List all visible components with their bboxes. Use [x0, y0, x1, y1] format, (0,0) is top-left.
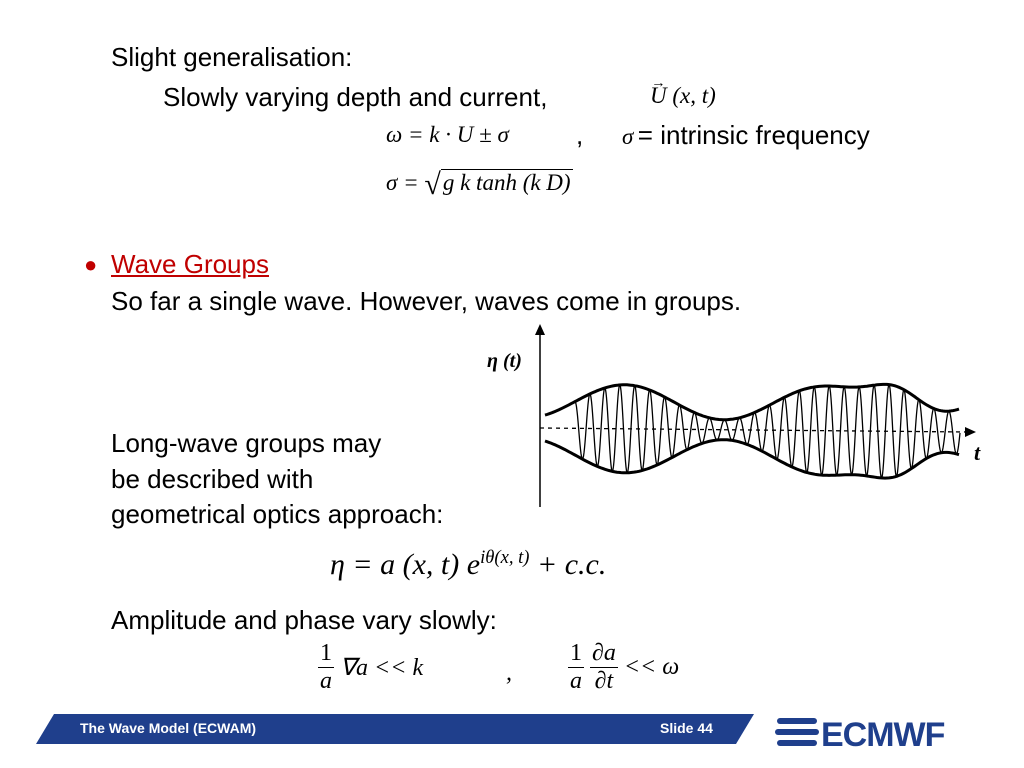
sigma-formula: [386, 168, 573, 202]
wave-group-figure: [530, 322, 980, 522]
section-title-link[interactable]: Wave Groups: [111, 249, 269, 279]
sqrt-sign: √: [424, 168, 441, 201]
ecmwf-logo-icon: [775, 718, 819, 746]
amplitude-eq-1: [318, 640, 423, 695]
section-subtitle: So far a single wave. However, waves come in groups.: [111, 286, 742, 316]
sigma-lhs: σ =: [386, 170, 419, 195]
current-args: (x, t): [672, 83, 716, 108]
eta-equation-tail: + c.c.: [536, 548, 607, 581]
section-bullet: ●: [84, 252, 98, 277]
amplitude-eq-comma: ,: [506, 660, 512, 686]
description-line-2: be described with: [111, 464, 314, 494]
current-symbol: → U: [650, 83, 667, 109]
intro-heading: Slight generalisation:: [111, 42, 353, 72]
eq1-fraction: [318, 640, 334, 695]
eq2-denominator-1: a: [570, 668, 582, 694]
ecmwf-logo-text: ECMWF: [821, 716, 945, 754]
eq1-numerator: 1: [320, 640, 332, 666]
eq2-numerator-1: 1: [570, 640, 582, 666]
dispersion-relation: ω = k · U ± σ: [386, 122, 509, 147]
sigma-definition: [622, 120, 870, 150]
eq2-fraction-2: [590, 640, 618, 695]
dispersion-comma: ,: [576, 120, 584, 150]
eta-exponent: iθ(x, t): [480, 547, 530, 568]
description-line-1: Long-wave groups may: [111, 428, 382, 458]
amplitude-eq-2: [568, 640, 679, 695]
eq2-numerator-2: ∂a: [592, 640, 616, 666]
sigma-symbol: σ: [622, 124, 634, 149]
footer-slide-number: Slide 44: [660, 720, 713, 736]
eq2-rest: << ω: [623, 654, 680, 680]
eta-equation-lhs: η = a (x, t) e: [330, 548, 481, 581]
sigma-rhs: g k tanh (k D): [442, 170, 571, 195]
figure-x-label: t: [974, 440, 981, 465]
footer-title: The Wave Model (ECWAM): [80, 720, 257, 736]
ecmwf-logo: [775, 710, 965, 754]
eq1-rest: ∇a << k: [340, 655, 424, 681]
current-formula: [650, 83, 716, 109]
sigma-definition-text: = intrinsic frequency: [637, 120, 870, 150]
description-line-3: geometrical optics approach:: [111, 499, 444, 529]
intro-subheading: Slowly varying depth and current,: [163, 82, 548, 112]
time-axis: [540, 428, 968, 432]
amplitude-text: Amplitude and phase vary slowly:: [111, 605, 497, 635]
eq2-fraction-1: [568, 640, 584, 695]
eq2-denominator-2: ∂t: [594, 668, 614, 694]
eq1-denominator: a: [320, 668, 332, 694]
eta-equation: [330, 547, 606, 582]
time-axis-arrow: [965, 427, 976, 437]
figure-y-label: η (t): [487, 350, 522, 372]
y-axis-arrow: [535, 324, 545, 335]
